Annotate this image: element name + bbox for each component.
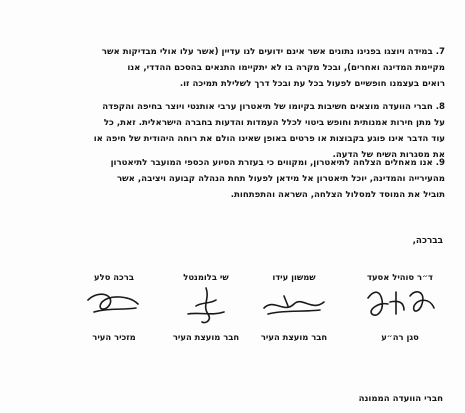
signatory-role: חבר מועצת העיר (172, 332, 240, 342)
paragraph-line: מקיימת המדינה ואחרים), ובכל מקרה בו לא יתקיימו התנאים בהסכם ההדדי, אנו (127, 63, 445, 73)
signature-block (354, 272, 446, 342)
handwritten-signature (74, 284, 154, 328)
signatory-name: שי בלומנטל (183, 272, 229, 282)
signatory-role: סגן רה״ע (381, 332, 419, 342)
signature-block (68, 272, 160, 342)
paragraph-7 (15, 44, 445, 92)
paragraph-line: תוביל את המוסד למסלול הצלחה, השראה והתפתחות. (230, 190, 445, 200)
paragraph-line: עוד הדבר אינו פוגע בקבוצות או פרטים באופן שאינו הולם את רוחה היהודית של חיפה או (93, 134, 445, 144)
signature-block (248, 272, 340, 342)
paragraph-8 (15, 99, 445, 163)
paragraph-line: רואים בעצמנו חופשיים לפעול בכל עת ובכל דרך לשלילת תמיכה זו. (179, 79, 445, 89)
signatory-name: שמשון עידו (272, 272, 316, 282)
signature-block (160, 272, 252, 342)
paragraph-line: 7. במידה ויוצגו בפנינו נתונים אשר אינם ידועים לנו עדיין (אשר עלו אולי מבדיקות אשר (101, 47, 445, 57)
handwritten-signature (166, 284, 246, 328)
paragraph-line: מהעירייה והמדינה, יוכל תיאטרון אל מידאן לפעול תחת הנהלה קבועה ויציבה, אשר (116, 174, 445, 184)
handwritten-signature (360, 284, 440, 328)
signatory-name: ברכה סלע (94, 272, 134, 282)
handwritten-signature (254, 284, 334, 328)
paragraph-line: את מסגרות השיח של הדעה. (332, 150, 445, 160)
paragraph-line: 9. אנו מאחלים הצלחה לתיאטרון, ומקווים כי בעזרת הסיוע הכספי המועבר לתיאטרון (110, 158, 445, 168)
paragraph-line: על מתן חירות אמנותית וחופש ביטוי לכלל העמדות והדעות בחברה הישראלית. זאת, כל (103, 118, 445, 128)
paragraph-line: 8. חברי הוועדה מוצאים חשיבות בקיומו של תיאטרון ערבי אותנטי ויוצר בחיפה והקפדה (102, 102, 445, 112)
committee-footer: חברי הוועדה הממונה (358, 394, 443, 404)
signatory-role: חבר מועצת העיר (260, 332, 328, 342)
closing-text: בברכה, (412, 236, 443, 246)
signatory-name: ד״ר סוהיל אסעד (367, 272, 433, 282)
signatory-role: מזכיר העיר (92, 332, 136, 342)
paragraph-9 (15, 155, 445, 203)
